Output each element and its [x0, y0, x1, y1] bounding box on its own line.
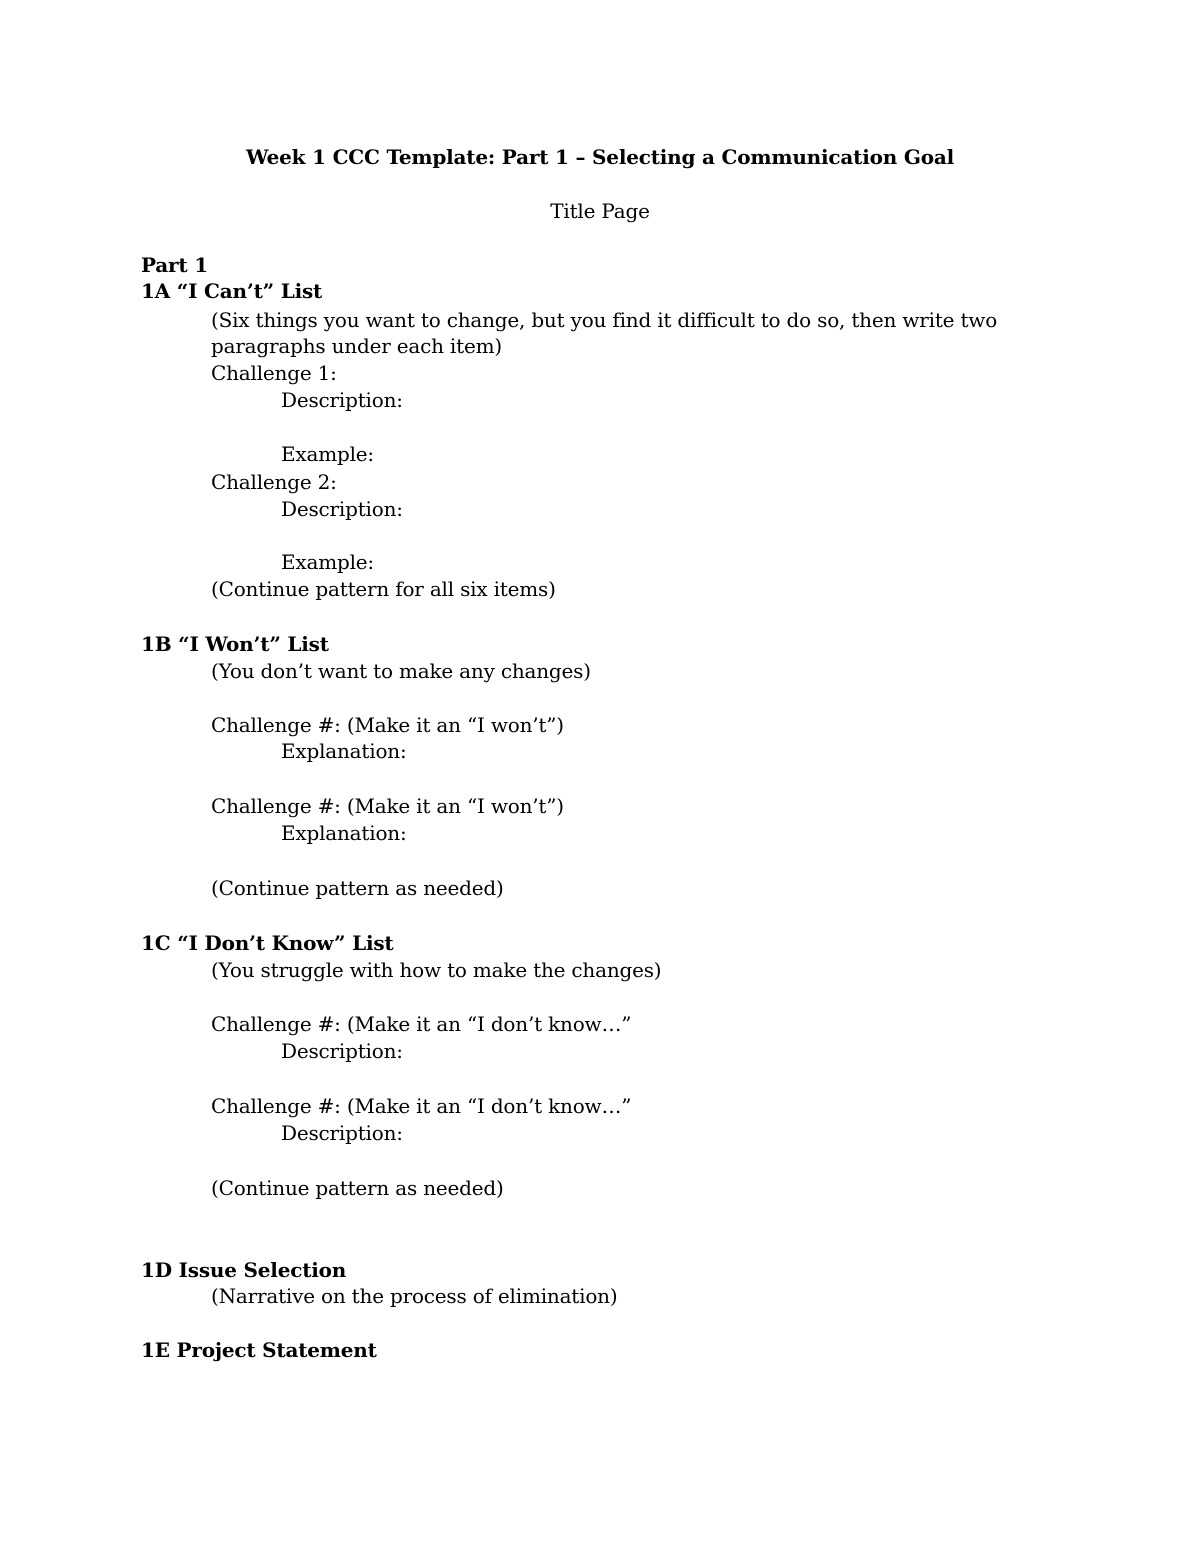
section-1c-challenge-b: Challenge #: (Make it an “I don’t know…”: [211, 1094, 632, 1118]
part-heading: Part 1: [141, 253, 208, 277]
section-1c-instructions: (You struggle with how to make the changes): [211, 958, 662, 982]
section-1d-heading: 1D Issue Selection: [141, 1258, 347, 1282]
challenge-2-example: Example:: [281, 550, 374, 574]
section-1c-challenge-a: Challenge #: (Make it an “I don’t know…”: [211, 1012, 632, 1036]
section-1b-challenge-a-explanation: Explanation:: [281, 739, 407, 763]
section-1b-challenge-a: Challenge #: (Make it an “I won’t”): [211, 713, 564, 737]
challenge-1-description: Description:: [281, 388, 403, 412]
section-1a-instructions-line1: (Six things you want to change, but you find it difficult to do so, then write two: [211, 308, 998, 332]
section-1a-heading: 1A “I Can’t” List: [141, 279, 323, 303]
section-1a-instructions-line2: paragraphs under each item): [211, 334, 502, 358]
section-1b-continue-note: (Continue pattern as needed): [211, 876, 504, 900]
challenge-2-description: Description:: [281, 497, 403, 521]
section-1d-instructions: (Narrative on the process of elimination): [211, 1284, 618, 1308]
section-1c-heading: 1C “I Don’t Know” List: [141, 931, 394, 955]
section-1e-heading: 1E Project Statement: [141, 1338, 377, 1362]
section-1c-challenge-a-description: Description:: [281, 1039, 403, 1063]
section-1b-heading: 1B “I Won’t” List: [141, 632, 329, 656]
section-1c-continue-note: (Continue pattern as needed): [211, 1176, 504, 1200]
challenge-2-label: Challenge 2:: [211, 470, 337, 494]
section-1b-challenge-b-explanation: Explanation:: [281, 821, 407, 845]
document-title: Week 1 CCC Template: Part 1 – Selecting a Communication Goal: [245, 145, 955, 169]
section-1c-challenge-b-description: Description:: [281, 1121, 403, 1145]
section-1a-continue-note: (Continue pattern for all six items): [211, 577, 556, 601]
challenge-1-label: Challenge 1:: [211, 361, 337, 385]
title-page-label: Title Page: [550, 199, 650, 223]
section-1b-challenge-b: Challenge #: (Make it an “I won’t”): [211, 794, 564, 818]
section-1b-instructions: (You don’t want to make any changes): [211, 659, 591, 683]
challenge-1-example: Example:: [281, 442, 374, 466]
